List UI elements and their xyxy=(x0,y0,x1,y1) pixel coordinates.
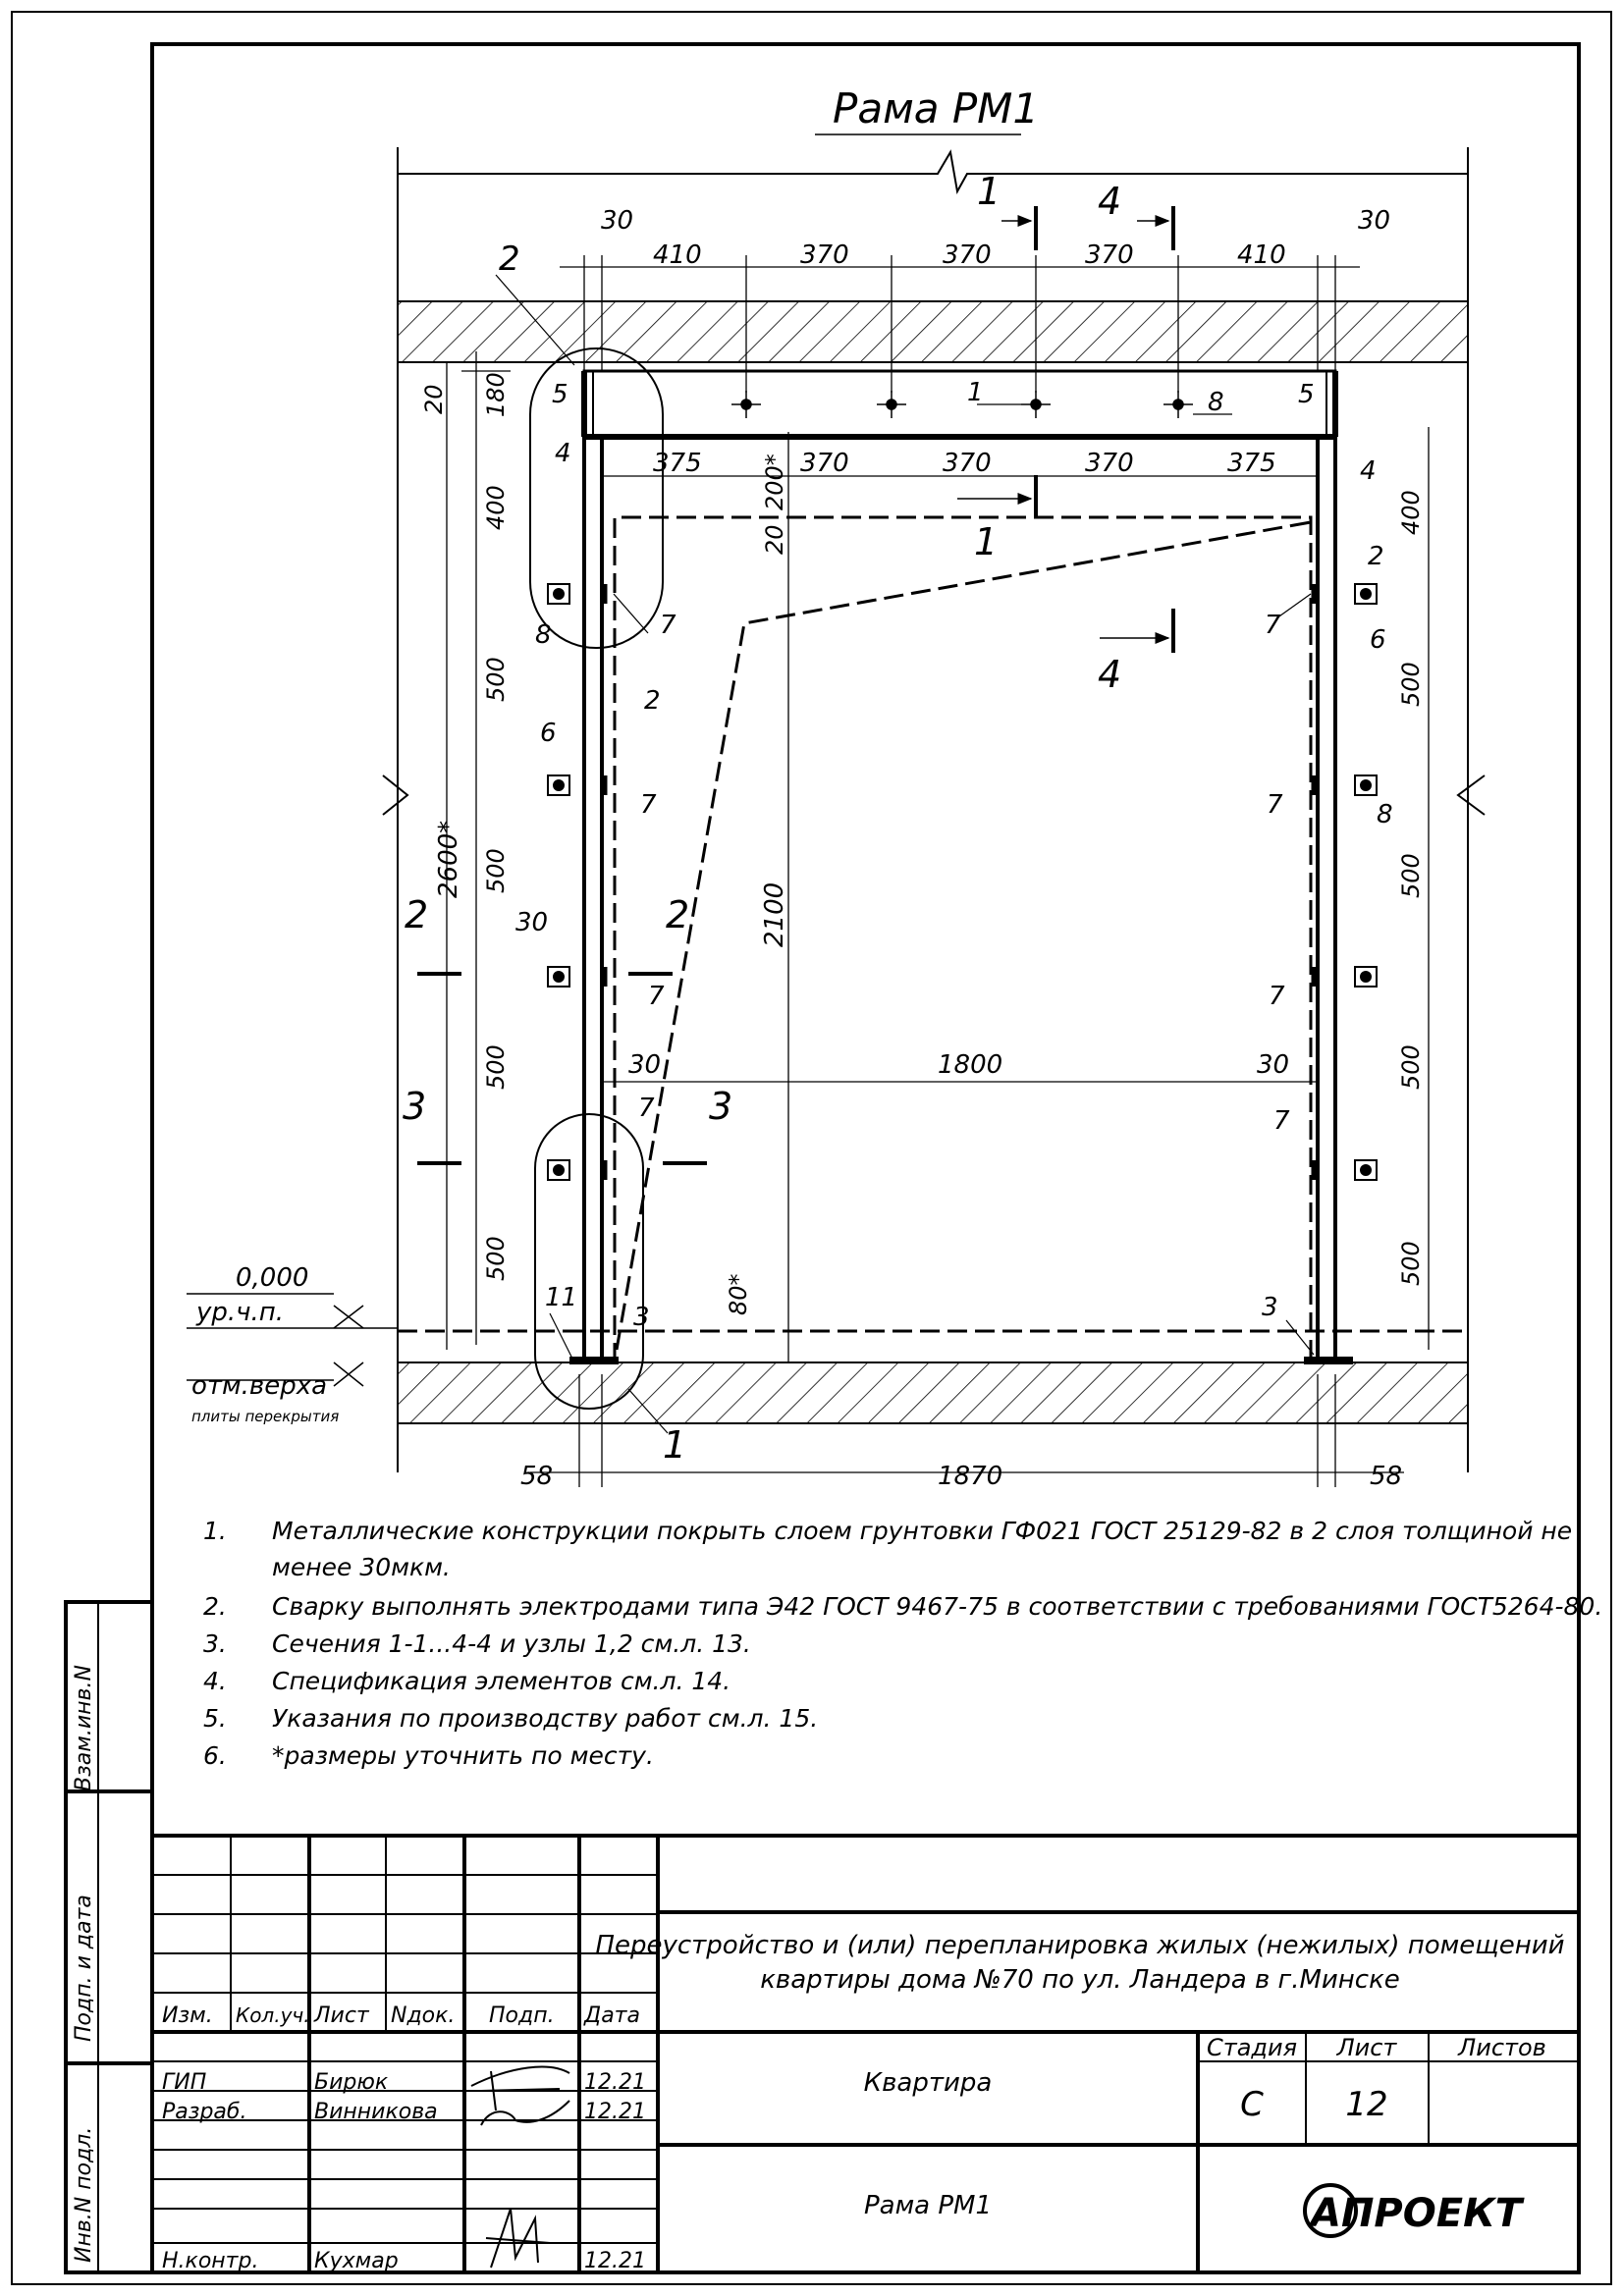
level-label: ур.ч.п. xyxy=(196,1298,285,1327)
dim-bottom-58-left: 58 xyxy=(520,1462,554,1491)
dim-20-mid: 20 xyxy=(761,524,788,555)
dim-80: 80* xyxy=(725,1273,752,1315)
tb-role-gip: ГИП xyxy=(162,2070,207,2095)
callout-7-8: 7 xyxy=(1273,1106,1290,1136)
tb-name-vinnikova: Винникова xyxy=(314,2100,438,2124)
dim-top-370-1: 370 xyxy=(800,240,849,270)
tb-role-nkontr: Н.контр. xyxy=(162,2249,259,2273)
tb-date-2: 12.21 xyxy=(584,2100,646,2124)
callout-7-6: 7 xyxy=(1267,790,1283,820)
dim-left-500-3: 500 xyxy=(482,1044,510,1090)
callout-3-right: 3 xyxy=(1262,1293,1278,1322)
note-2-num: 2. xyxy=(203,1592,227,1621)
side-stamp-vzam: Взам.инв.N xyxy=(72,1665,96,1791)
dim-top-410-left: 410 xyxy=(653,240,702,270)
top-slab xyxy=(398,301,1468,362)
dim-top-370-3: 370 xyxy=(1085,240,1134,270)
left-break-mark xyxy=(383,775,407,815)
tb-stage-label: Стадия xyxy=(1206,2034,1298,2061)
dim-2100: 2100 xyxy=(760,881,789,947)
dim-top-30-right: 30 xyxy=(1358,206,1391,236)
dimension-lines xyxy=(447,255,1429,1487)
bottom-slab xyxy=(398,1362,1468,1423)
tb-date-3: 12.21 xyxy=(584,2249,646,2273)
tb-header-podp: Подп. xyxy=(489,2003,555,2028)
dim-right-500-3: 500 xyxy=(1397,1044,1425,1090)
dim-30-b: 30 xyxy=(1257,1050,1290,1080)
tb-sheet-name: Рама РМ1 xyxy=(863,2191,993,2220)
dim-2600: 2600* xyxy=(434,820,463,898)
section-2-left: 2 xyxy=(405,893,429,936)
dim-top-410-right: 410 xyxy=(1237,240,1286,270)
dim-top-370-2: 370 xyxy=(943,240,992,270)
dim-1800: 1800 xyxy=(938,1050,1003,1080)
leader-lines xyxy=(496,275,1314,1433)
post-anchors xyxy=(548,584,1377,1180)
dim-left-400: 400 xyxy=(482,485,510,530)
dim-30-c: 30 xyxy=(515,908,549,937)
callout-7-5: 7 xyxy=(1265,611,1281,640)
tb-sheet-value: 12 xyxy=(1345,2085,1388,2124)
dim-left-180: 180 xyxy=(482,372,510,417)
section-1-top: 1 xyxy=(977,170,1001,213)
drawing-title: Рама РМ1 xyxy=(833,84,1040,133)
dim-left-500-1: 500 xyxy=(482,657,510,702)
section-3-left: 3 xyxy=(403,1085,427,1128)
callout-1-bottom: 1 xyxy=(663,1423,687,1467)
callout-7-2: 7 xyxy=(640,790,657,820)
section-4-top: 4 xyxy=(1098,180,1122,223)
dim-30-a: 30 xyxy=(628,1050,662,1080)
section-arrows xyxy=(957,221,1168,638)
logo-text: АПРОЕКТ xyxy=(1311,2191,1523,2236)
note-4-text: Спецификация элементов см.л. 14. xyxy=(272,1667,731,1695)
slab-top-label: отм.верха xyxy=(191,1371,328,1401)
tb-sheets-label: Листов xyxy=(1458,2034,1546,2061)
level-value: 0,000 xyxy=(236,1263,309,1293)
note-1-num: 1. xyxy=(203,1517,227,1545)
dim-inner-375-right: 375 xyxy=(1227,449,1276,478)
callout-8-beam: 8 xyxy=(1208,388,1224,417)
tb-header-data: Дата xyxy=(584,2003,640,2028)
callout-6-right: 6 xyxy=(1370,625,1386,655)
right-break-mark xyxy=(1458,775,1485,815)
callout-4-right: 4 xyxy=(1360,456,1377,486)
tb-date-1: 12.21 xyxy=(584,2070,646,2095)
callout-1-beam: 1 xyxy=(967,378,984,407)
dim-right-500-4: 500 xyxy=(1397,1241,1425,1286)
company-logo xyxy=(1305,2185,1525,2236)
tb-header-koluch: Кол.уч. xyxy=(236,2003,310,2027)
dim-right-400: 400 xyxy=(1397,490,1425,535)
tb-name-kukhmar: Кухмар xyxy=(314,2249,399,2273)
dim-right-500-2: 500 xyxy=(1397,853,1425,898)
section-1-mid: 1 xyxy=(974,520,999,563)
callout-4-left: 4 xyxy=(555,439,571,468)
callout-11: 11 xyxy=(545,1283,578,1312)
dim-left-500-2: 500 xyxy=(482,848,510,893)
tb-project-line1: Переустройство и (или) перепланировка жилых (нежилых) помещений xyxy=(595,1931,1565,1960)
beam-anchors xyxy=(731,391,1193,418)
dim-bottom-58-right: 58 xyxy=(1370,1462,1403,1491)
callout-5-right: 5 xyxy=(1298,380,1315,409)
tb-sheet-label: Лист xyxy=(1336,2034,1397,2061)
base-plate-left xyxy=(569,1357,619,1364)
dim-inner-375-left: 375 xyxy=(653,449,702,478)
dim-inner-370-3: 370 xyxy=(1085,449,1134,478)
section-4-mid: 4 xyxy=(1098,653,1122,696)
tb-stage-value: С xyxy=(1240,2085,1264,2124)
door-leaf-dashed xyxy=(398,517,1468,1362)
note-6-text: *размеры уточнить по месту. xyxy=(272,1741,654,1770)
note-3-num: 3. xyxy=(203,1629,227,1658)
note-3-text: Сечения 1-1...4-4 и узлы 1,2 см.л. 13. xyxy=(272,1629,751,1658)
tb-project-line2: квартиры дома №70 по ул. Ландера в г.Минске xyxy=(760,1965,1400,1995)
dim-inner-370-1: 370 xyxy=(800,449,849,478)
section-2-right: 2 xyxy=(666,893,690,936)
callout-5-left: 5 xyxy=(552,380,568,409)
callout-7-7: 7 xyxy=(1269,982,1285,1011)
callout-7-1: 7 xyxy=(660,611,676,640)
callout-8-right: 8 xyxy=(1377,800,1393,829)
slab-top-sublabel: плиты перекрытия xyxy=(191,1408,340,1425)
callout-8-left: 8 xyxy=(535,620,552,650)
dim-200: 200* xyxy=(761,454,788,510)
note-1-text: Металлические конструкции покрыть слоем грунтовки ГФ021 ГОСТ 25129-82 в 2 слоя толщиной не xyxy=(272,1517,1573,1545)
note-5-text: Указания по производству работ см.л. 15. xyxy=(272,1704,819,1733)
tb-name-biryuk: Бирюк xyxy=(314,2070,389,2095)
note-6-num: 6. xyxy=(203,1741,227,1770)
note-4-num: 4. xyxy=(203,1667,227,1695)
note-5-num: 5. xyxy=(203,1704,227,1733)
callout-6-left: 6 xyxy=(540,719,557,748)
dim-inner-370-2: 370 xyxy=(943,449,992,478)
signatures xyxy=(471,2067,569,2268)
note-2-text: Сварку выполнять электродами типа Э42 ГОСТ 9467-75 в соответствии с требованиями ГОСТ5264-80. xyxy=(272,1592,1603,1621)
side-stamp-podp: Подп. и дата xyxy=(72,1895,96,2042)
callout-7-4: 7 xyxy=(638,1094,655,1123)
tb-header-ndok: Nдок. xyxy=(391,2003,456,2028)
dim-bottom-1870: 1870 xyxy=(938,1462,1003,1491)
tb-role-razrab: Разраб. xyxy=(162,2100,247,2124)
callout-2-post-right: 2 xyxy=(1368,542,1384,571)
note-1-cont: менее 30мкм. xyxy=(272,1553,451,1581)
dim-left-500-4: 500 xyxy=(482,1236,510,1281)
dim-right-500-1: 500 xyxy=(1397,662,1425,707)
callout-7-3: 7 xyxy=(648,982,665,1011)
section-3-right: 3 xyxy=(709,1085,733,1128)
side-stamp-inv: Инв.N подл. xyxy=(72,2126,96,2263)
tb-object: Квартира xyxy=(863,2068,993,2098)
callout-3-left: 3 xyxy=(633,1303,650,1332)
tb-header-izm: Изм. xyxy=(162,2003,213,2028)
callout-2-top: 2 xyxy=(499,240,520,279)
dim-20-left: 20 xyxy=(420,384,448,414)
callout-2-post-left: 2 xyxy=(644,686,661,716)
dim-top-30-left: 30 xyxy=(601,206,634,236)
tb-header-list: Лист xyxy=(314,2003,369,2028)
